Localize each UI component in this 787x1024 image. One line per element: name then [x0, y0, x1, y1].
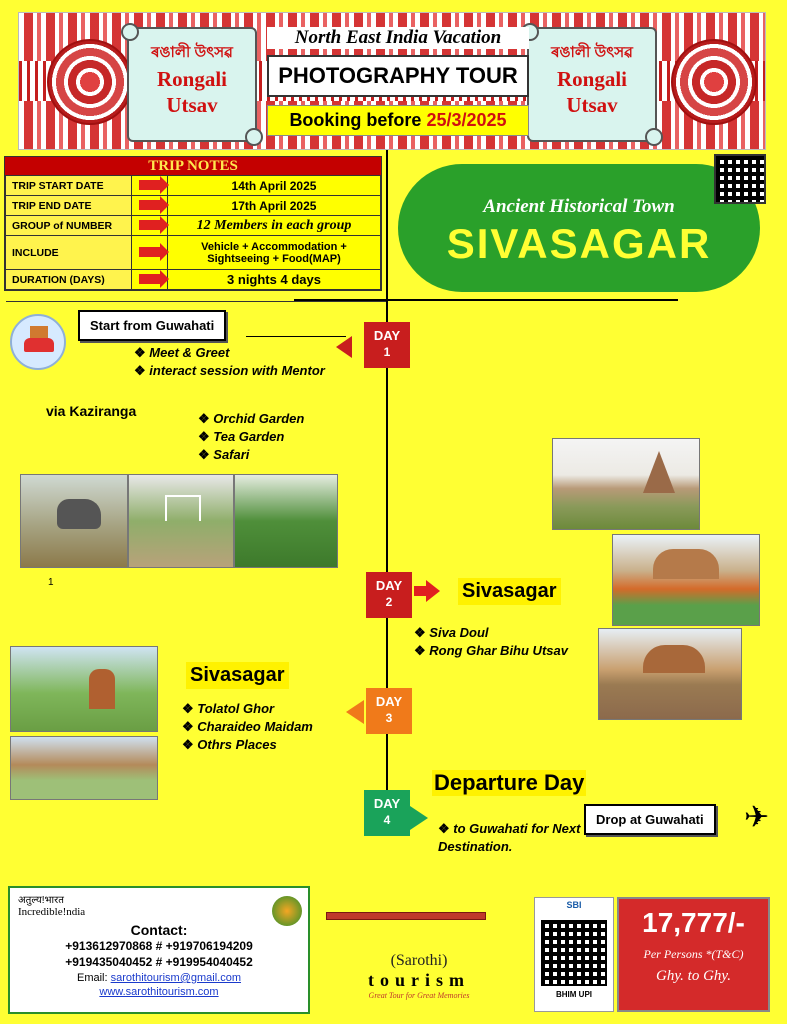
- list-item: ❖ Charaideo Maidam: [182, 718, 313, 736]
- day1-bullets: [134, 344, 325, 380]
- header-banner: [18, 12, 766, 150]
- row-key: INCLUDE: [6, 236, 132, 270]
- table-row: [6, 196, 381, 216]
- day3-title: Sivasagar: [186, 662, 289, 689]
- photo-caption: 1: [48, 577, 54, 588]
- day3-bullets: [182, 700, 313, 754]
- row-value: 12 Members in each group: [168, 216, 381, 236]
- row-key: DURATION (DAYS): [6, 270, 132, 290]
- row-value: 3 nights 4 days: [168, 270, 381, 290]
- day4-title: Departure Day: [434, 770, 585, 795]
- email-link[interactable]: sarothitourism@gmail.com: [110, 972, 241, 984]
- siva-doul-photo: [552, 438, 700, 530]
- list-item: ❖ Tolatol Ghor: [182, 700, 313, 718]
- car-icon: [10, 314, 66, 370]
- connector-line: [246, 336, 346, 337]
- booking-deadline: [267, 105, 529, 136]
- phone-line-2[interactable]: +919435040452 # +919954040452: [65, 955, 253, 969]
- sbi-qr-card[interactable]: SBI BHIM UPI: [534, 897, 614, 1012]
- row-value: 17th April 2025: [168, 196, 381, 216]
- day4-bullets: [438, 820, 588, 856]
- day2-bullets: [414, 624, 568, 660]
- price-note: Per Persons *(T&C): [643, 947, 744, 961]
- day-badge-1: DAY 1: [364, 322, 410, 368]
- bihu-photo: [598, 628, 742, 720]
- arrow-icon: [426, 580, 440, 602]
- via-bullets: [198, 410, 304, 464]
- price-box: [617, 897, 770, 1012]
- arrow-icon: [410, 806, 428, 830]
- email-row: [10, 972, 308, 984]
- day-badge-4: DAY 4: [364, 790, 410, 836]
- qr-code-icon: [541, 920, 607, 986]
- list-item: ❖ interact session with Mentor: [134, 362, 325, 380]
- bengali-title: ৰঙালী উৎসৱ: [551, 44, 633, 61]
- row-key: TRIP START DATE: [6, 176, 132, 196]
- via-label: via Kaziranga: [46, 403, 137, 419]
- banner-title: SIVASAGAR: [446, 220, 712, 267]
- bengali-title: ৰঙালী উৎসৱ: [151, 44, 233, 61]
- list-item: ❖ to Guwahati for Next Destination.: [438, 820, 588, 856]
- title-block: [267, 27, 529, 136]
- scroll-line2: Utsav: [566, 93, 618, 117]
- right-medallion-icon: [671, 39, 757, 125]
- scroll-line1: Rongali: [156, 67, 227, 91]
- list-item: ❖ Meet & Greet: [134, 344, 325, 362]
- scroll-line1: Rongali: [556, 67, 627, 91]
- decor-bar: [326, 912, 486, 920]
- arrow-icon: [132, 236, 168, 270]
- airplane-icon: ✈: [744, 801, 770, 834]
- town-banner: [398, 164, 760, 292]
- list-item: ❖ Siva Doul: [414, 624, 568, 642]
- start-label: Start from Guwahati: [78, 310, 226, 341]
- row-key: TRIP END DATE: [6, 196, 132, 216]
- arrow-icon: [346, 700, 364, 724]
- rang-ghar-photo: [612, 534, 760, 626]
- banner-subtitle: Ancient Historical Town: [483, 196, 675, 217]
- table-row: [6, 216, 381, 236]
- list-item: ❖ Othrs Places: [182, 736, 313, 754]
- left-scroll: [127, 27, 257, 142]
- table-row: [6, 270, 381, 290]
- sarothi-logo: (Sarothi) tourism Great Tour for Great Memories: [368, 952, 470, 1000]
- left-medallion-icon: [47, 39, 133, 125]
- divider: [6, 301, 386, 302]
- arrow-icon: [132, 196, 168, 216]
- trip-notes-table: [4, 156, 382, 291]
- row-value: Vehicle + Accommodation + Sightseeing + Food(MAP): [168, 236, 381, 270]
- row-value: 14th April 2025: [168, 176, 381, 196]
- page-title: PHOTOGRAPHY TOUR: [267, 55, 529, 97]
- charaideo-photo: [10, 736, 158, 800]
- assam-logo-icon: [272, 896, 302, 926]
- row-key: GROUP of NUMBER: [6, 216, 132, 236]
- list-item: ❖ Safari: [198, 446, 304, 464]
- contact-box: [8, 886, 310, 1014]
- day-badge-3: DAY 3: [366, 688, 412, 734]
- list-item: ❖ Orchid Garden: [198, 410, 304, 428]
- subtitle: North East India Vacation: [267, 27, 529, 49]
- booking-date: 25/3/2025: [426, 110, 507, 130]
- list-item: ❖ Rong Ghar Bihu Utsav: [414, 642, 568, 660]
- day2-title: Sivasagar: [458, 578, 561, 605]
- contact-label: Contact:: [130, 922, 188, 938]
- price-amount: 17,777/-: [642, 907, 745, 938]
- booking-label: Booking before: [289, 110, 422, 130]
- arrow-icon: [132, 176, 168, 196]
- qr-code-icon[interactable]: [714, 154, 766, 204]
- drop-label: Drop at Guwahati: [584, 804, 716, 835]
- tea-garden-photo: [234, 474, 338, 568]
- table-row: [6, 236, 381, 270]
- scroll-line2: Utsav: [166, 93, 218, 117]
- arrow-icon: [132, 270, 168, 290]
- email-label: Email:: [77, 972, 108, 984]
- price-route: Ghy. to Ghy.: [656, 968, 731, 984]
- arrow-icon: [336, 336, 352, 358]
- day-badge-2: DAY 2: [366, 572, 412, 618]
- incredible-india-logo: अतुल्य!भारत Incredible!ndia: [18, 895, 86, 918]
- right-scroll: [527, 27, 657, 142]
- garden-photo: [128, 474, 234, 568]
- rhino-photo: [20, 474, 128, 568]
- phone-line-1[interactable]: +913612970868 # +919706194209: [65, 939, 253, 953]
- trip-notes-heading: TRIP NOTES: [5, 157, 381, 175]
- arrow-icon: [132, 216, 168, 236]
- table-row: [6, 176, 381, 196]
- list-item: ❖ Tea Garden: [198, 428, 304, 446]
- website-link[interactable]: www.sarothitourism.com: [99, 986, 219, 998]
- tolatol-ghor-photo: [10, 646, 158, 732]
